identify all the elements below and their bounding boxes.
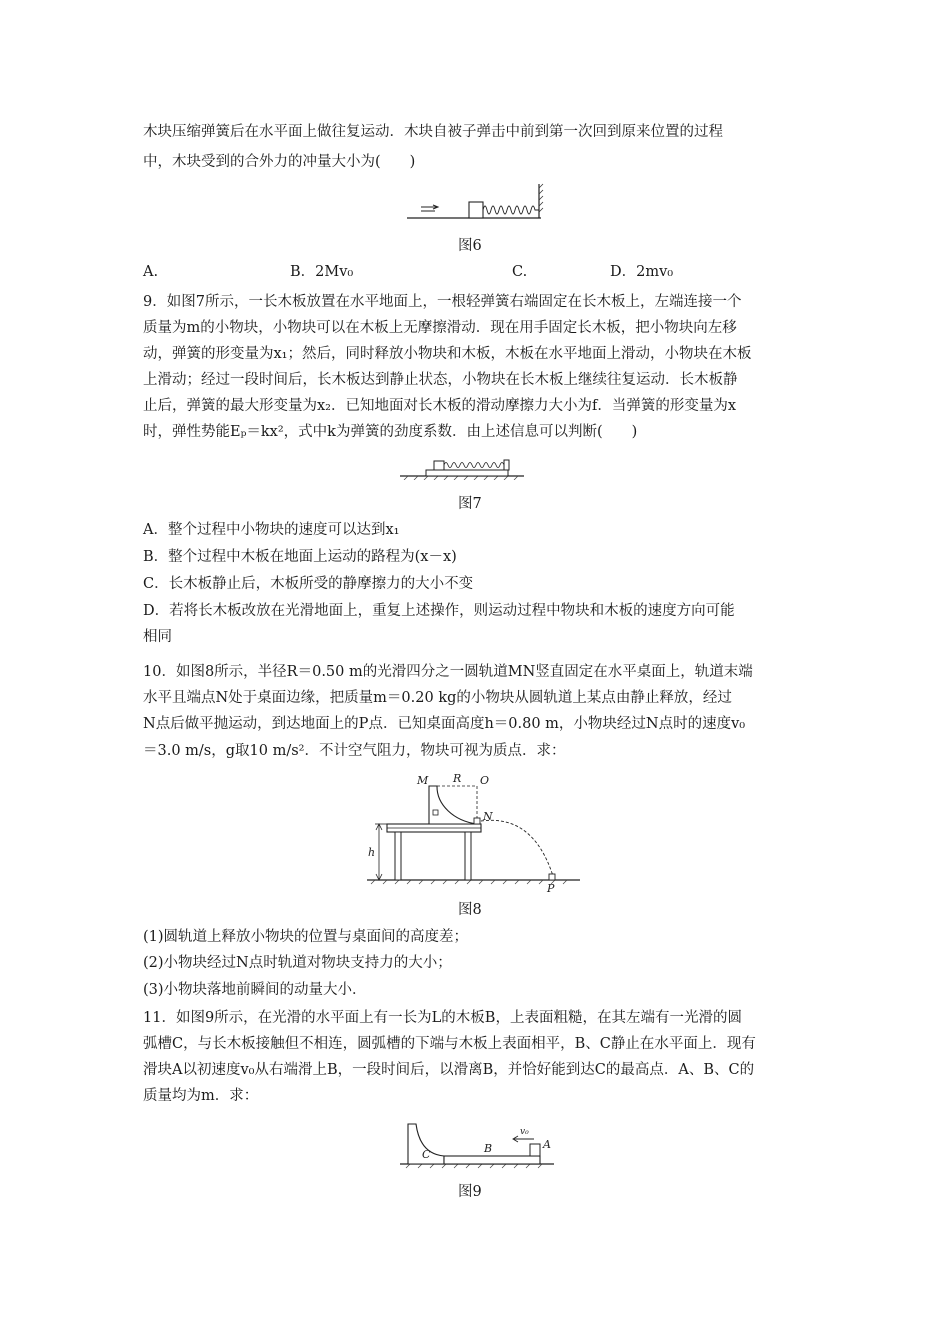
q8-option-d: D．2mv₀	[610, 264, 674, 280]
q8-line-1: 木块压缩弹簧后在水平面上做往复运动．木块自被子弹击中前到第一次回到原来位置的过程	[143, 124, 723, 140]
figure-8-label-m: M	[417, 774, 429, 787]
q10-subquestion-3: (3)小物块落地前瞬间的动量大小．	[143, 982, 367, 998]
q9-option-d-cont: 相同	[143, 629, 172, 645]
figure-9-label-c: C	[422, 1148, 431, 1161]
q11-line-1: 11．如图9所示，在光滑的水平面上有一长为L的木板B，上表面粗糙，在其左端有一光滑的圆	[143, 1010, 742, 1026]
figure-6	[405, 180, 545, 222]
q10-line-3: N点后做平抛运动，到达地面上的P点．已知桌面高度h＝0.80 m，小物块经过N点时的速度v₀	[143, 716, 746, 732]
q8-option-a: A.	[143, 264, 159, 280]
figure-8	[365, 770, 585, 894]
q9-line-3: 动，弹簧的形变量为x₁；然后，同时释放小物块和木板，木板在水平地面上滑动，小物块在木板	[143, 346, 752, 362]
figure-9-caption: 图9	[458, 1184, 482, 1200]
q10-subquestion-2: (2)小物块经过N点时轨道对物块支持力的大小；	[143, 955, 452, 971]
q9-line-1: 9．如图7所示，一长木板放置在水平地面上，一根轻弹簧右端固定在长木板上，左端连接一个	[143, 294, 742, 310]
q9-option-c: C．长木板静止后，木板所受的静摩擦力的大小不变	[143, 576, 474, 592]
q10-line-2: 水平且端点N处于桌面边缘，把质量m＝0.20 kg的小物块从圆轨道上某点由静止释放，经过	[143, 690, 732, 706]
figure-7	[398, 452, 528, 480]
q9-option-b: B．整个过程中木板在地面上运动的路程为(x－x)	[143, 549, 457, 565]
q9-line-2: 质量为m的小物块，小物块可以在木板上无摩擦滑动．现在用手固定长木板，把小物块向左移	[143, 320, 737, 336]
figure-9	[398, 1118, 558, 1170]
figure-8-label-p: P	[547, 882, 555, 894]
q8-line-2: 中，木块受到的合外力的冲量大小为( )	[143, 154, 416, 170]
q10-line-1: 10．如图8所示，半径R＝0.50 m的光滑四分之一圆轨道MN竖直固定在水平桌面上，轨道末端	[143, 664, 753, 680]
q9-line-5: 止后，弹簧的最大形变量为x₂．已知地面对长木板的滑动摩擦力大小为f．当弹簧的形变量为x	[143, 398, 737, 414]
q10-subquestion-1: (1)圆轨道上释放小物块的位置与桌面间的高度差；	[143, 929, 469, 945]
q9-line-6: 时，弹性势能Eₚ＝kx²，式中k为弹簧的劲度系数．由上述信息可以判断( )	[143, 424, 638, 440]
figure-8-label-r: R	[453, 772, 462, 785]
figure-8-label-h: h	[368, 846, 376, 859]
q8-option-c: C.	[512, 264, 528, 280]
figure-7-caption: 图7	[458, 496, 482, 512]
figure-9-label-a: A	[543, 1138, 551, 1151]
q11-line-2: 弧槽C，与长木板接触但不相连，圆弧槽的下端与木板上表面相平，B、C静止在水平面上．现有	[143, 1036, 756, 1052]
q9-option-d: D．若将长木板改放在光滑地面上，重复上述操作，则运动过程中物块和木板的速度方向可能	[143, 603, 735, 619]
q8-option-b: B．2Mv₀	[290, 264, 354, 280]
figure-6-caption: 图6	[458, 238, 482, 254]
q11-line-4: 质量均为m．求：	[143, 1088, 259, 1104]
q9-line-4: 上滑动；经过一段时间后，长木板达到静止状态，小物块在长木板上继续往复运动．长木板静	[143, 372, 738, 388]
q11-line-3: 滑块A以初速度v₀从右端滑上B，一段时间后，以滑离B，并恰好能到达C的最高点．A、B、C的	[143, 1062, 755, 1078]
q10-line-4: ＝3.0 m/s，g取10 m/s²．不计空气阻力，物块可视为质点．求：	[143, 743, 566, 759]
figure-8-caption: 图8	[458, 902, 482, 918]
figure-8-label-o: O	[480, 774, 490, 787]
figure-9-label-v0: v₀	[520, 1127, 529, 1137]
figure-9-label-b: B	[484, 1142, 493, 1155]
q9-option-a: A．整个过程中小物块的速度可以达到x₁	[143, 522, 400, 538]
figure-8-label-n: N	[483, 810, 493, 823]
